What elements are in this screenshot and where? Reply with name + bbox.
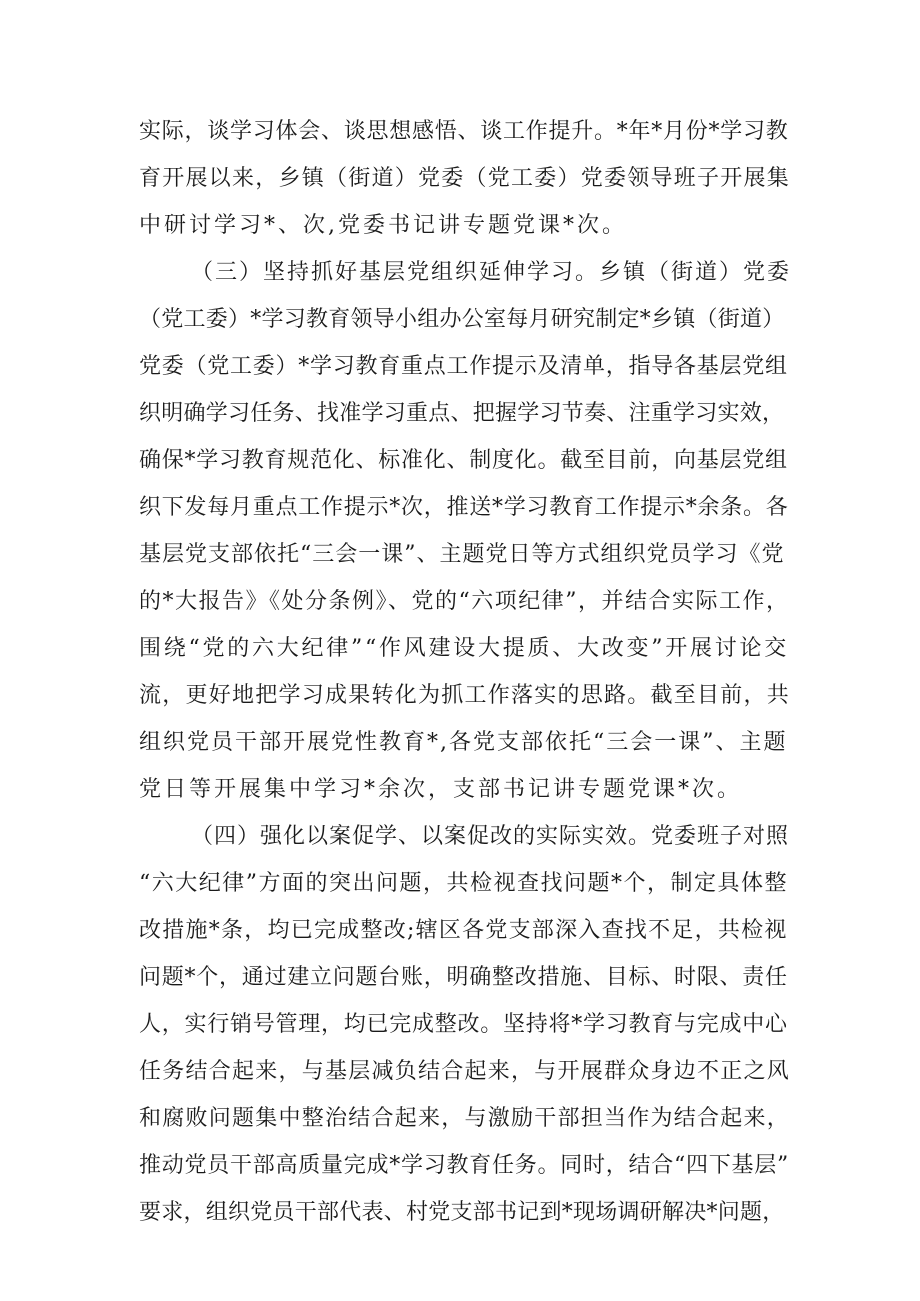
text-line: 改措施*条，均已完成整改;辖区各党支部深入查找不足，共检视	[139, 918, 788, 943]
text-line: 中研讨学习*、次,党委书记讲专题党课*次。	[139, 213, 627, 238]
text-line: “六大纪律”方面的突出问题，共检视查找问题*个，制定具体整	[139, 871, 788, 896]
text-line: （党工委）*学习教育领导小组办公室每月研究制定*乡镇（街道）	[139, 307, 785, 332]
text-line: 基层党支部依托“三会一课”、主题党日等方式组织党员学习《党	[139, 542, 785, 567]
text-line: 人，实行销号管理，均已完成整改。坚持将*学习教育与完成中心	[139, 1012, 788, 1037]
paragraph-heading-line: （三）坚持抓好基层党组织延伸学习。乡镇（街道）党委	[191, 260, 792, 285]
text-line: 组织党员干部开展党性教育*,各党支部依托“三会一课”、主题	[139, 730, 788, 755]
text-line: 党日等开展集中学习*余次，支部书记讲专题党课*次。	[139, 777, 743, 802]
document-body	[139, 108, 791, 1236]
text-line: 的*大报告》《处分条例》、党的“六项纪律”，并结合实际工作，	[139, 589, 790, 614]
text-line: 织明确学习任务、找准学习重点、把握学习节奏、注重学习实效，	[139, 401, 785, 426]
text-line: 实际，谈学习体会、谈思想感悟、谈工作提升。*年*月份*学习教	[139, 119, 789, 144]
text-line: 围绕“党的六大纪律”“作风建设大提质、大改变”开展讨论交	[139, 636, 789, 661]
text-line: 任务结合起来，与基层减负结合起来，与开展群众身边不正之风	[139, 1059, 791, 1084]
paragraph-heading-line: （四）强化以案促学、以案促改的实际实效。党委班子对照	[191, 824, 790, 849]
text-line: 织下发每月重点工作提示*次，推送*学习教育工作提示*余条。各	[139, 495, 789, 520]
text-line: 和腐败问题集中整治结合起来，与激励干部担当作为结合起来，	[139, 1106, 791, 1131]
text-line: 育开展以来，乡镇（街道）党委（党工委）党委领导班子开展集	[139, 166, 791, 191]
text-line: 推动党员干部高质量完成*学习教育任务。同时，结合“四下基层”	[139, 1153, 789, 1178]
text-line: 流，更好地把学习成果转化为抓工作落实的思路。截至目前，共	[139, 683, 791, 708]
text-line: 问题*个，通过建立问题台账，明确整改措施、目标、时限、责任	[139, 965, 788, 990]
text-line: 确保*学习教育规范化、标准化、制度化。截至目前，向基层党组	[139, 448, 788, 473]
text-line: 要求，组织党员干部代表、村党支部书记到*现场调研解决*问题，	[139, 1200, 785, 1225]
text-line: 党委（党工委）*学习教育重点工作提示及清单，指导各基层党组	[139, 354, 788, 379]
